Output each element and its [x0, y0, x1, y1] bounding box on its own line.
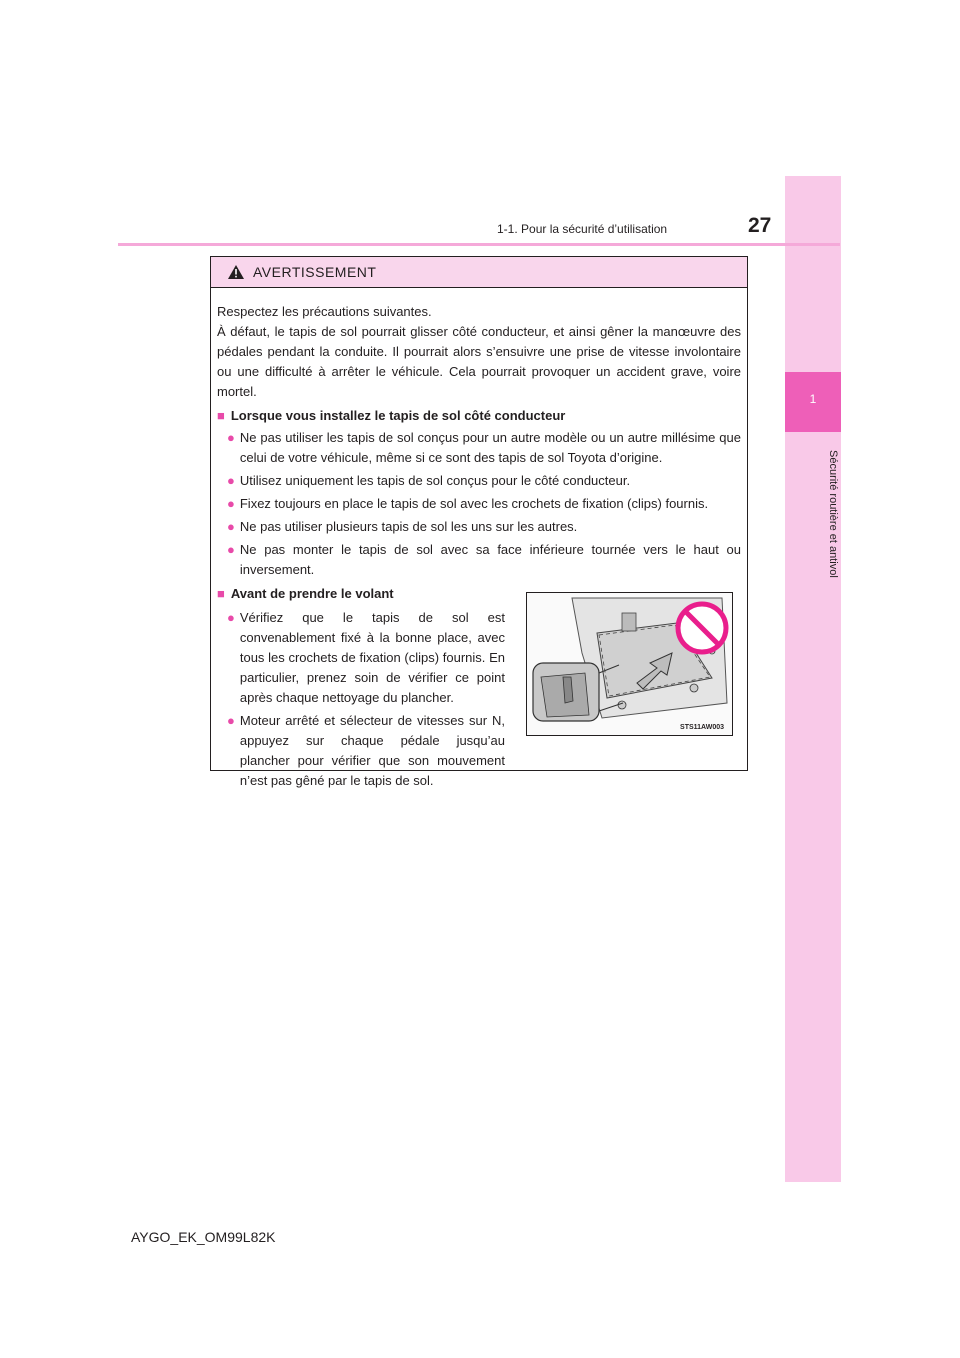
list-item: ● Ne pas utiliser plusieurs tapis de sol les uns sur les autres.: [227, 517, 741, 537]
square-bullet-icon: ■: [217, 586, 225, 601]
list-item: ● Utilisez uniquement les tapis de sol conçus pour le côté conducteur.: [227, 471, 741, 491]
section-title: 1-1. Pour la sécurité d’utilisation: [497, 222, 668, 236]
section2-list: [217, 606, 505, 794]
header-divider: [118, 243, 840, 246]
floor-mat-illustration: [526, 592, 733, 736]
figure-code: STS11AW003: [680, 724, 724, 731]
bullet-dot-icon: ●: [227, 519, 235, 534]
section-heading: ■ Avant de prendre le volant: [217, 584, 741, 604]
list-item: ● Ne pas monter le tapis de sol avec sa face inférieure tournée vers le haut ou inversement.: [227, 542, 741, 577]
list-item: ● Vérifiez que le tapis de sol est convenablement fixé à la bonne place, avec tous les crochets de fixation (clips) fournis. En particulier, prenez soin de vérifier ce point après chaque nettoyage du plancher.: [227, 610, 505, 705]
bullet-dot-icon: ●: [227, 430, 235, 445]
page-number: 27: [748, 214, 772, 237]
warning-triangle-icon: [227, 264, 245, 280]
chapter-label: Sécurité routière et antivol: [827, 450, 839, 578]
bullet-dot-icon: ●: [227, 610, 235, 625]
list-item: ● Moteur arrêté et sélecteur de vitesses sur N, appuyez sur chaque pédale jusqu’au plancher pour vérifier que son mouvement n’est pas gêné par le tapis de sol.: [227, 713, 505, 788]
intro-paragraph: À défaut, le tapis de sol pourrait glisser côté conducteur, et ainsi gêner la manœuvre des pédales pendant la conduite. Il pourrait alors s’ensuivre une prise de vitesse involontaire ou une difficulté à arrêter le véhicule. Cela pourrait provoquer un accident grave, voire mortel.: [217, 324, 741, 399]
chapter-number: 1: [809, 392, 817, 406]
bullet-dot-icon: ●: [227, 473, 235, 488]
floor-mat-drawing: [527, 593, 732, 735]
bullet-dot-icon: ●: [227, 496, 235, 511]
warning-header: [211, 257, 747, 288]
bullet-dot-icon: ●: [227, 713, 235, 728]
section-heading: ■ Lorsque vous installez le tapis de sol côté conducteur: [217, 406, 741, 426]
list-item: ● Ne pas utiliser les tapis de sol conçus pour un autre modèle ou un autre millésime que celui de votre véhicule, même si ce sont des tapis de sol Toyota d’origine.: [227, 430, 741, 465]
list-item: ● Fixez toujours en place le tapis de sol avec les crochets de fixation (clips) fournis.: [227, 494, 741, 514]
intro-line: Respectez les précautions suivantes.: [217, 304, 432, 319]
document-code: AYGO_EK_OM99L82K: [131, 1229, 276, 1245]
warning-title: AVERTISSEMENT: [253, 264, 377, 280]
bullet-dot-icon: ●: [227, 542, 235, 557]
chapter-side-tab: [785, 176, 841, 1182]
square-bullet-icon: ■: [217, 408, 225, 423]
